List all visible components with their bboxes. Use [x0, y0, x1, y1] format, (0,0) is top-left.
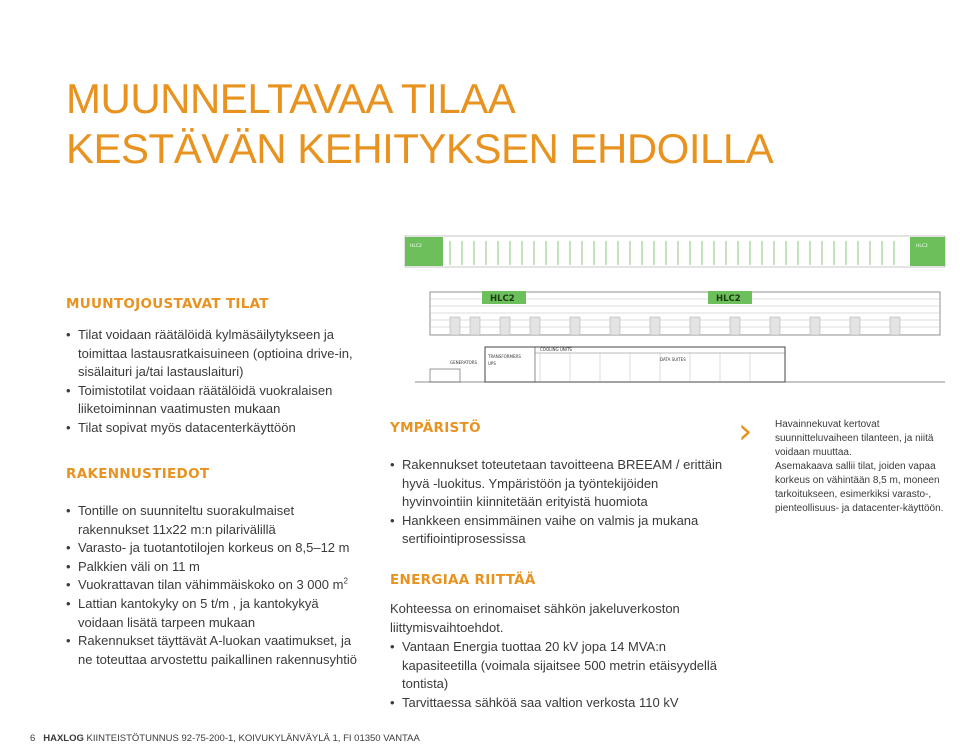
list-item — [66, 576, 366, 595]
list-item: • Tilat sopivat myös datacenterkäyttöön — [66, 419, 356, 438]
page-number: 6 — [30, 733, 36, 744]
elevation-drawing — [430, 291, 940, 335]
heading-muuntojoustavat: MUUNTOJOUSTAVAT TILAT — [66, 296, 269, 312]
section-label-ups: UPS — [488, 361, 496, 366]
list-item: • Varasto- ja tuotantotilojen korkeus on 8,5–12 m — [66, 539, 366, 558]
list-item: • Tarvittaessa sähköä saa valtion verkosta 110 kV — [390, 694, 725, 713]
section-label-cooling: COOLING UNITS — [540, 347, 572, 352]
list-ymparisto — [390, 456, 725, 549]
superscript: 2 — [343, 577, 348, 587]
elevation-label-2: HLC2 — [716, 294, 741, 304]
list-item: • Rakennukset täyttävät A-luokan vaatimukset, ja ne toteuttaa arvostettu paikallinen rakennusyhtiö — [66, 632, 366, 669]
section-label-generators: GENERATORS — [450, 360, 478, 365]
building-drawings — [400, 235, 950, 395]
footer-brand: HAXLOG — [43, 733, 84, 744]
plan-label-left: HLC2 — [410, 244, 422, 249]
footer — [30, 733, 420, 744]
page-title — [66, 74, 826, 174]
list-item: • Rakennukset toteutetaan tavoitteena BREEAM / erittäin hyvä -luokitus. Ympäristöön ja työntekijöiden hyvinvointiin kiinnitetään erityistä huomiota — [390, 456, 725, 512]
heading-ymparisto: YMPÄRISTÖ — [390, 420, 481, 436]
footer-address: KIINTEISTÖTUNNUS 92-75-200-1, KOIVUKYLÄNVÄYLÄ 1, FI 01350 VANTAA — [86, 733, 420, 744]
heading-rakennustiedot: RAKENNUSTIEDOT — [66, 466, 210, 482]
list-item: • Toimistotilat voidaan räätälöidä vuokralaisen liiketoiminnan vaatimusten mukaan — [66, 382, 356, 419]
list-energia — [390, 638, 725, 712]
floor-plan-drawing — [405, 236, 945, 267]
elevation-label-1: HLC2 — [490, 294, 515, 304]
list-rakennustiedot — [66, 502, 366, 669]
page-title-line2: KESTÄVÄN KEHITYKSEN EHDOILLA — [66, 125, 774, 172]
list-item: • Vantaan Energia tuottaa 20 kV jopa 14 MVA:n kapasiteetilla (voimala sijaitsee 500 metrin etäisyydellä tontista) — [390, 638, 725, 694]
list-muuntojoustavat — [66, 326, 356, 438]
note-illustrations: Havainnekuvat kertovat suunnitteluvaiheen tilanteen, ja niitä voidaan muuttaa. — [775, 419, 934, 458]
page-title-line1: MUUNNELTAVAA TILAA — [66, 75, 516, 122]
list-item: • Palkkien väli on 11 m — [66, 558, 366, 577]
section-drawing — [415, 347, 945, 382]
list-item: • Lattian kantokyky on 5 t/m , ja kantokykyä voidaan lisätä tarpeen mukaan — [66, 595, 366, 632]
item-text: Vuokrattavan tilan vähimmäiskoko on 3 000 m — [78, 577, 344, 593]
energia-intro: Kohteessa on erinomaiset sähkön jakeluverkoston liittymisvaihtoehdot. — [390, 601, 680, 635]
section-label-transformers: TRANSFORMERS — [488, 354, 521, 359]
list-item: • Tontille on suunniteltu suorakulmaiset rakennukset 11x22 m:n pilarivälillä — [66, 502, 366, 539]
list-item: • Tilat voidaan räätälöidä kylmäsäilytykseen ja toimittaa lastausratkaisuineen (optioina drive-in, sisälaituri ja/tai lastauslaituri) — [66, 326, 356, 382]
plan-label-right: HLC2 — [916, 244, 928, 249]
note-zoning: Asemakaava sallii tilat, joiden vapaa korkeus on vähintään 8,5 m, moneen tarkoitukseen, esimerkiksi varasto-, pienteollisuus- ja datacenter-käyttöön. — [775, 461, 944, 514]
heading-energia: ENERGIAA RIITTÄÄ — [390, 572, 536, 588]
section-label-data-suites: DATA SUITES — [660, 357, 686, 362]
chevron-right-icon: › — [738, 411, 753, 452]
list-item: • Hankkeen ensimmäinen vaihe on valmis ja mukana sertifiointiprosessissa — [390, 512, 725, 549]
